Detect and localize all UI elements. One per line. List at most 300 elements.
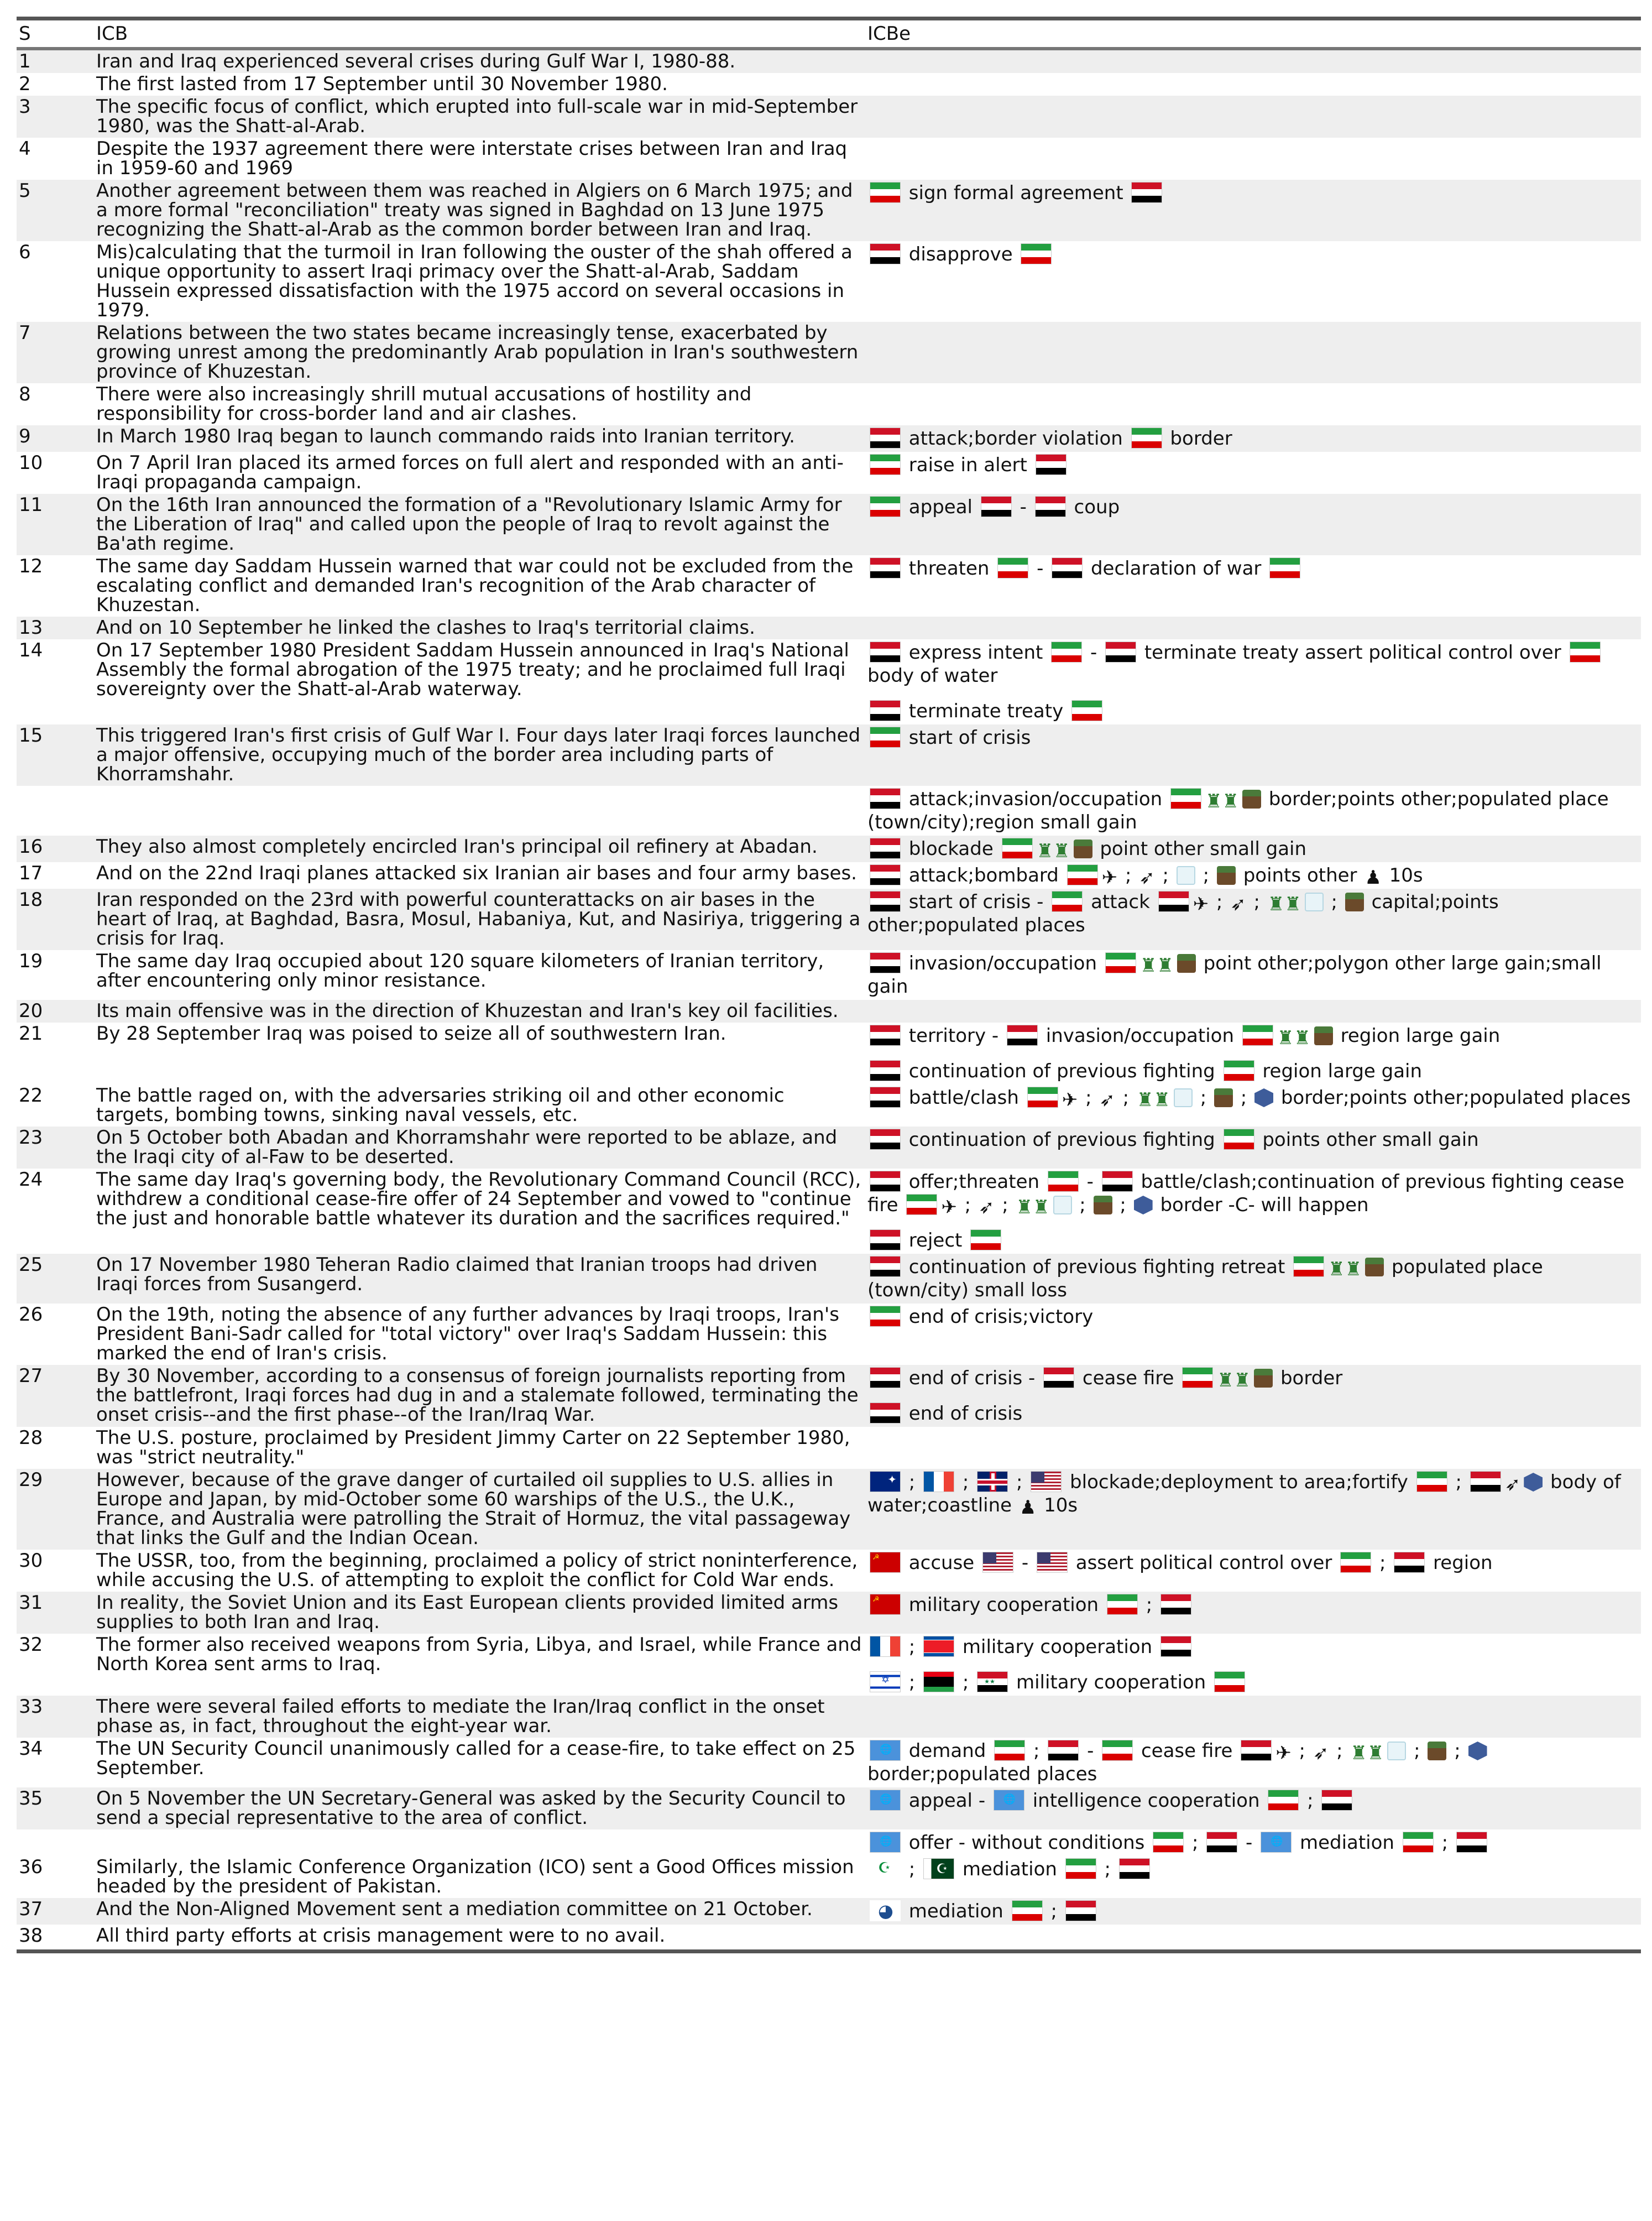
- table-body: [17, 50, 1641, 1947]
- iraq-flag-icon: [1102, 1171, 1133, 1192]
- event-text: raise in alert: [903, 454, 1033, 476]
- ussr-flag-icon: [870, 1552, 901, 1573]
- iran-flag-icon: [1268, 1790, 1299, 1811]
- land-domain-icon: [1217, 866, 1236, 885]
- event-text: -: [1240, 1832, 1259, 1854]
- event-text: sign formal agreement: [903, 182, 1130, 204]
- event-text: appeal -: [903, 1790, 991, 1812]
- event-text: ;: [1073, 1194, 1092, 1216]
- plane-icon: ✈: [1193, 893, 1209, 915]
- row-number: 11: [19, 494, 43, 516]
- icbe-events: [867, 1635, 1641, 1694]
- row-number: 26: [19, 1304, 43, 1326]
- icbe-events: [867, 1831, 1641, 1854]
- iraq-flag-icon: [981, 496, 1012, 517]
- event-text: ;: [903, 1636, 922, 1658]
- icbe-event: [867, 496, 1641, 519]
- iraq-flag-icon: [870, 1229, 901, 1250]
- icbe-event: [867, 1305, 1641, 1328]
- iraq-flag-icon: [1158, 891, 1189, 912]
- ussr-flag-icon: [870, 1594, 901, 1615]
- table-row: [17, 1829, 1641, 1856]
- icb-text: Similarly, the Islamic Conference Organization (ICO) sent a Good Offices mission headed by the president of Pakistan.: [96, 1856, 854, 1897]
- iran-flag-icon: [1269, 557, 1300, 578]
- france-flag-icon: [870, 1636, 901, 1657]
- row-number: 2: [19, 73, 31, 95]
- icb-text: All third party efforts at crisis management were to no avail.: [96, 1925, 666, 1947]
- event-text: military cooperation: [1010, 1671, 1212, 1693]
- iran-flag-icon: [870, 727, 901, 748]
- table-row: [17, 50, 1641, 73]
- table-bottom-rule: [17, 1949, 1641, 1953]
- event-text: declaration of war: [1085, 557, 1268, 580]
- person-icon: ♟: [1365, 867, 1382, 889]
- land-domain-icon: [1428, 1742, 1446, 1760]
- row-number: 37: [19, 1898, 43, 1920]
- iraq-flag-icon: [870, 952, 901, 973]
- event-text: military cooperation: [903, 1594, 1105, 1616]
- table-row: [17, 617, 1641, 639]
- row-number: 16: [19, 836, 43, 858]
- icbe-event: [867, 726, 1641, 749]
- icbe-events: [867, 788, 1641, 834]
- icbe-event: [867, 1789, 1641, 1812]
- jet-icon: ➶: [1313, 1742, 1329, 1764]
- event-text: ;: [1301, 1790, 1320, 1812]
- iraq-flag-icon: [870, 1403, 901, 1424]
- table-row: [17, 786, 1641, 836]
- iran-flag-icon: [1052, 891, 1083, 912]
- event-text: coup: [1068, 496, 1120, 518]
- iraq-flag-icon: [1131, 182, 1162, 203]
- event-text: -: [1084, 642, 1104, 664]
- iran-flag-icon: [870, 496, 901, 517]
- event-text: ;: [1156, 864, 1175, 887]
- icbe-events: [867, 1858, 1641, 1881]
- icb-text: And on the 22nd Iraqi planes attacked six Iranian air bases and four army bases.: [96, 862, 857, 884]
- event-text: continuation of previous fighting retreat: [903, 1256, 1292, 1278]
- plane-icon: ✈: [1101, 867, 1118, 889]
- event-text: appeal: [903, 496, 979, 518]
- icbe-event: [867, 1024, 1641, 1047]
- iran-flag-icon: [1027, 1087, 1058, 1108]
- icbe-events: [867, 1024, 1641, 1083]
- icbe-event: [867, 890, 1641, 937]
- iran-flag-icon: [1021, 243, 1052, 264]
- table-row: [17, 241, 1641, 322]
- header-s: S: [19, 23, 31, 45]
- iraq-flag-icon: [870, 1060, 901, 1081]
- icbe-event: [867, 1086, 1641, 1109]
- iraq-flag-icon: [1119, 1858, 1150, 1879]
- icb-text: There were also increasingly shrill mutual accusations of hostility and responsibility for cross-border land and air clashes.: [96, 383, 752, 425]
- event-text: ;: [1139, 1594, 1158, 1616]
- event-text: mediation: [1294, 1832, 1400, 1854]
- oic-emblem-icon: [870, 1858, 901, 1879]
- troops-icon: ♜♜: [1217, 1369, 1251, 1391]
- row-number: 15: [19, 724, 43, 747]
- event-text: blockade: [903, 838, 1000, 860]
- row-number: 27: [19, 1365, 43, 1387]
- iraq-flag-icon: [870, 1367, 901, 1388]
- iran-flag-icon: [1012, 1900, 1043, 1921]
- iran-flag-icon: [1293, 1256, 1324, 1277]
- row-number: 4: [19, 138, 31, 160]
- usa-flag-icon: [1037, 1552, 1068, 1573]
- icb-text: On the 16th Iran announced the formation of a "Revolutionary Islamic Army for the Liberation of Iraq" and called upon the people of Iraq to revolt against the Ba'ath regime.: [96, 494, 842, 555]
- icb-text: The battle raged on, with the adversaries striking oil and other economic targets, bombing towns, sinking naval vessels, etc.: [96, 1085, 785, 1126]
- event-text: ;: [1293, 1740, 1311, 1762]
- event-text: ;: [956, 1671, 975, 1693]
- iran-flag-icon: [1131, 427, 1162, 449]
- table-row: [17, 1000, 1641, 1023]
- icb-text: On 7 April Iran placed its armed forces on full alert and responded with an anti-Iraqi propaganda campaign.: [96, 452, 844, 493]
- troops-icon: ♜♜: [1016, 1196, 1050, 1218]
- table-top-rule: [17, 17, 1641, 20]
- icb-text: And on 10 September he linked the clashes to Iraq's territorial claims.: [96, 617, 755, 639]
- iraq-flag-icon: [870, 557, 901, 578]
- iran-flag-icon: [1051, 642, 1082, 663]
- event-text: ;: [1408, 1740, 1426, 1762]
- event-text: cease fire: [1076, 1367, 1180, 1389]
- iran-flag-icon: [1065, 1858, 1096, 1879]
- event-text: invasion/occupation: [1039, 1025, 1240, 1047]
- iran-flag-icon: [1170, 788, 1201, 809]
- table-row: [17, 1085, 1641, 1127]
- table-row: [17, 1634, 1641, 1696]
- event-text: reject: [903, 1229, 969, 1252]
- event-text: ;: [1186, 1832, 1205, 1854]
- icb-text: Despite the 1937 agreement there were interstate crises between Iran and Iraq in 1959-60 and 1969: [96, 138, 848, 179]
- icb-text: On 17 November 1980 Teheran Radio claimed that Iranian troops had driven Iraqi forces from Susangerd.: [96, 1254, 818, 1295]
- icbe-event: [867, 1671, 1641, 1694]
- icb-text: On 17 September 1980 President Saddam Hussein announced in Iraq's National Assembly the formal abrogation of the 1975 treaty; and he proclaimed full Iraqi sovereignty over the Shatt-al-Arab waterway.: [96, 639, 849, 700]
- iraq-flag-icon: [870, 1129, 901, 1150]
- iraq-flag-icon: [870, 788, 901, 809]
- event-text: start of crisis -: [903, 891, 1050, 913]
- table-row: [17, 1738, 1641, 1787]
- icbe-event: [867, 1128, 1641, 1151]
- event-text: battle/clash: [903, 1087, 1025, 1109]
- troops-icon: ♜♜: [1205, 790, 1239, 812]
- event-text: ;: [1330, 1740, 1349, 1762]
- event-text: mediation: [903, 1900, 1010, 1922]
- event-text: capital;points other;populated places: [867, 891, 1499, 936]
- event-text: ;: [1098, 1858, 1117, 1880]
- icb-text: Mis)calculating that the turmoil in Iran following the ouster of the shah offered a unique opportunity to assert Iraqi primacy over the Shatt-al-Arab, Saddam Hussein expressed dissatisfaction with the 1975 accord on several occasions in 1979.: [96, 241, 853, 321]
- jet-icon: ➶: [978, 1196, 995, 1218]
- event-text: border;points other;populated places: [1275, 1087, 1631, 1109]
- event-text: region: [1427, 1552, 1493, 1574]
- icbe-events: [867, 1551, 1641, 1574]
- row-number: 18: [19, 889, 43, 911]
- iran-flag-icon: [870, 1306, 901, 1327]
- iran-flag-icon: [1570, 642, 1601, 663]
- icbe-events: [867, 1367, 1641, 1425]
- row-number: 19: [19, 950, 43, 972]
- table-row: [17, 1304, 1641, 1365]
- row-number: 17: [19, 862, 43, 884]
- icb-text: The same day Saddam Hussein warned that war could not be excluded from the escalating conflict and demanded Iran's recognition of the Arab character of Khuzestan.: [96, 555, 854, 616]
- icb-text: By 28 September Iraq was poised to seize all of southwestern Iran.: [96, 1023, 726, 1045]
- event-text: ;: [1113, 1194, 1132, 1216]
- land-domain-icon: [1365, 1258, 1384, 1276]
- icb-text: In reality, the Soviet Union and its East European clients provided limited arms supplies to both Iran and Iraq.: [96, 1592, 839, 1633]
- iraq-flag-icon: [1043, 1367, 1074, 1388]
- iran-flag-icon: [906, 1194, 937, 1215]
- icbe-event: [867, 952, 1641, 998]
- table-row: [17, 1856, 1641, 1898]
- troops-icon: ♜♜: [1328, 1258, 1362, 1280]
- icb-text: The specific focus of conflict, which erupted into full-scale war in mid-September 1980, was the Shatt-al-Arab.: [96, 96, 858, 137]
- event-text: ;: [1116, 1087, 1135, 1109]
- plane-icon: ✈: [941, 1196, 957, 1218]
- icbe-event: [867, 427, 1641, 450]
- iraq-flag-icon: [1394, 1552, 1425, 1573]
- table-row: [17, 1696, 1641, 1738]
- event-text: point other;polygon other large gain;small gain: [867, 952, 1602, 998]
- event-text: disapprove: [903, 243, 1019, 265]
- libya-flag-icon: [923, 1671, 954, 1692]
- iran-flag-icon: [1416, 1471, 1447, 1492]
- icb-text: By 30 November, according to a consensus of foreign journalists reporting from the battlefront, Iraqi forces had dug in and a stalemate followed, terminating the onset crisis--and the first phase--of the Iran/Iraq War.: [96, 1365, 859, 1426]
- land-domain-icon: [1254, 1369, 1273, 1388]
- event-text: ;: [1247, 891, 1266, 913]
- icbe-events: [867, 1170, 1641, 1252]
- iran-flag-icon: [1105, 952, 1136, 973]
- row-number: 22: [19, 1085, 43, 1107]
- un-flag-icon: [994, 1790, 1024, 1811]
- event-text: ;: [1325, 891, 1343, 913]
- event-text: -: [1013, 496, 1033, 518]
- table-row: [17, 1469, 1641, 1550]
- north-korea-flag-icon: [923, 1636, 954, 1657]
- row-number: 33: [19, 1696, 43, 1718]
- icbe-event: [867, 243, 1641, 266]
- iraq-flag-icon: [870, 864, 901, 885]
- event-text: ;: [1234, 1087, 1253, 1109]
- iraq-flag-icon: [1241, 1740, 1272, 1761]
- sea-domain-icon: [1468, 1742, 1487, 1760]
- event-table: [17, 17, 1641, 1953]
- event-text: blockade;deployment to area;fortify: [1064, 1471, 1414, 1493]
- icbe-events: [867, 453, 1641, 477]
- icbe-events: [867, 864, 1641, 887]
- row-number: 31: [19, 1592, 43, 1614]
- land-domain-icon: [1177, 954, 1196, 973]
- event-text: border;points other;populated place (town/city);region small gain: [867, 788, 1609, 833]
- event-text: continuation of previous fighting: [903, 1129, 1221, 1151]
- plane-icon: ✈: [1275, 1742, 1292, 1764]
- iran-flag-icon: [1340, 1552, 1371, 1573]
- usa-flag-icon: [982, 1552, 1013, 1573]
- row-number: 38: [19, 1925, 43, 1947]
- iran-flag-icon: [1182, 1367, 1213, 1388]
- iran-flag-icon: [970, 1229, 1001, 1250]
- icbe-event: [867, 700, 1641, 723]
- icbe-event: [867, 1831, 1641, 1854]
- table-row: [17, 425, 1641, 452]
- troops-icon: ♜♜: [1136, 1089, 1170, 1111]
- icbe-event: [867, 837, 1641, 861]
- event-text: attack;invasion/occupation: [903, 788, 1168, 810]
- icb-text: This triggered Iran's first crisis of Gulf War I. Four days later Iraqi forces launched a major offensive, occupying much of the border area including parts of Khorramshahr.: [96, 724, 861, 785]
- icbe-event: [867, 641, 1641, 687]
- row-number: 8: [19, 383, 31, 405]
- iran-flag-icon: [1071, 700, 1102, 721]
- usa-flag-icon: [1031, 1471, 1062, 1492]
- iraq-flag-icon: [870, 1256, 901, 1277]
- event-text: military cooperation: [956, 1636, 1158, 1658]
- land-domain-icon: [1074, 840, 1092, 858]
- un-flag-icon: [870, 1740, 901, 1761]
- iran-flag-icon: [1048, 1171, 1079, 1192]
- icb-text: In March 1980 Iraq began to launch commando raids into Iranian territory.: [96, 425, 795, 447]
- event-text: ;: [1196, 864, 1215, 887]
- iran-flag-icon: [1224, 1060, 1254, 1081]
- row-number: 1: [19, 50, 31, 72]
- event-text: ;: [903, 1471, 922, 1493]
- icbe-event: [867, 1900, 1641, 1923]
- event-text: border: [1164, 427, 1232, 450]
- jet-icon: ➶: [1139, 867, 1155, 889]
- event-text: ;: [1449, 1471, 1468, 1493]
- icbe-events: [867, 837, 1641, 861]
- troops-icon: ♜♜: [1139, 955, 1174, 977]
- event-text: ;: [1210, 891, 1229, 913]
- row-number: 21: [19, 1023, 43, 1045]
- icbe-event: [867, 1635, 1641, 1659]
- icb-text: The former also received weapons from Syria, Libya, and Israel, while France and North Korea sent arms to Iraq.: [96, 1634, 862, 1675]
- icbe-events: [867, 1128, 1641, 1151]
- event-text: ;: [1119, 864, 1138, 887]
- header-icb: ICB: [96, 23, 128, 45]
- table-row: [17, 180, 1641, 241]
- icbe-events: [867, 641, 1641, 723]
- event-text: terminate treaty assert political control over: [1138, 642, 1567, 664]
- event-text: ;: [958, 1194, 977, 1216]
- iraq-flag-icon: [1007, 1025, 1038, 1046]
- iraq-flag-icon: [1105, 642, 1136, 663]
- event-text: body of water;coastline: [867, 1471, 1621, 1516]
- icbe-event: [867, 181, 1641, 205]
- syria-flag-icon: [977, 1671, 1008, 1692]
- france-flag-icon: [923, 1471, 954, 1492]
- event-text: end of crisis -: [903, 1367, 1042, 1389]
- icbe-events: [867, 1789, 1641, 1812]
- table-row: [17, 1127, 1641, 1169]
- table-row: [17, 836, 1641, 862]
- iraq-flag-icon: [1036, 454, 1067, 475]
- event-text: ;: [903, 1858, 922, 1880]
- table-row: [17, 1898, 1641, 1925]
- table-row: [17, 1427, 1641, 1469]
- icb-text: The same day Iraq occupied about 120 square kilometers of Iranian territory, after encountering only minor resistance.: [96, 950, 824, 992]
- row-number: 9: [19, 425, 31, 447]
- icbe-events: [867, 1255, 1641, 1302]
- iran-flag-icon: [1107, 1594, 1138, 1615]
- event-text: mediation: [956, 1858, 1063, 1880]
- icbe-events: [867, 181, 1641, 205]
- un-flag-icon: [870, 1790, 901, 1811]
- land-domain-icon: [1242, 790, 1261, 809]
- un-flag-icon: [1261, 1832, 1292, 1853]
- row-number: 24: [19, 1169, 43, 1191]
- air-domain-icon: [1174, 1088, 1193, 1107]
- event-text: continuation of previous fighting: [903, 1060, 1221, 1082]
- event-text: border;populated places: [867, 1763, 1097, 1785]
- event-text: accuse: [903, 1552, 981, 1574]
- event-text: attack;bombard: [903, 864, 1065, 887]
- event-text: invasion/occupation: [903, 952, 1103, 974]
- event-text: 10s: [1383, 864, 1423, 887]
- iran-flag-icon: [1067, 864, 1098, 885]
- table-row: [17, 383, 1641, 425]
- table-row: [17, 1023, 1641, 1085]
- icb-text: There were several failed efforts to mediate the Iran/Iraq conflict in the onset phase as, in fact, throughout the eight-year war.: [96, 1696, 825, 1737]
- iran-flag-icon: [1214, 1671, 1245, 1692]
- table-row: [17, 1169, 1641, 1254]
- event-text: region large gain: [1256, 1060, 1423, 1082]
- event-text: ;: [1010, 1471, 1029, 1493]
- icbe-event: [867, 1060, 1641, 1083]
- iran-flag-icon: [1102, 1740, 1133, 1761]
- icbe-events: [867, 726, 1641, 749]
- iraq-flag-icon: [1456, 1832, 1487, 1853]
- icb-text: The first lasted from 17 September until 30 November 1980.: [96, 73, 668, 95]
- troops-icon: ♜♜: [1036, 840, 1070, 862]
- iraq-flag-icon: [1160, 1594, 1191, 1615]
- icb-text: The UN Security Council unanimously called for a cease-fire, to take effect on 25 September.: [96, 1738, 856, 1779]
- iraq-flag-icon: [870, 1171, 901, 1192]
- event-text: ;: [956, 1471, 975, 1493]
- icbe-event: [867, 1471, 1641, 1517]
- air-domain-icon: [1305, 893, 1324, 911]
- event-text: threaten: [903, 557, 996, 580]
- uk-flag-icon: [977, 1471, 1008, 1492]
- sea-domain-icon: [1524, 1473, 1543, 1492]
- event-text: offer - without conditions: [903, 1832, 1151, 1854]
- table-row: [17, 452, 1641, 494]
- land-domain-icon: [1214, 1088, 1233, 1107]
- iraq-flag-icon: [1052, 557, 1083, 578]
- icb-text: Another agreement between them was reached in Algiers on 6 March 1975; and a more formal "reconciliation" treaty was signed in Baghdad on 13 June 1975 recognizing the Shatt-al-Arab as the common border between Iran and Iraq.: [96, 180, 853, 241]
- iraq-flag-icon: [870, 700, 901, 721]
- table-row: [17, 1787, 1641, 1829]
- jet-icon: ➶: [1230, 893, 1246, 915]
- icb-text: Iran responded on the 23rd with powerful counterattacks on air bases in the heart of Iraq, at Baghdad, Basra, Mosul, Habaniya, Kut, and Nasiriya, triggering a crisis for Iraq.: [96, 889, 861, 950]
- event-text: -: [1080, 1171, 1100, 1193]
- table-row: [17, 1925, 1641, 1947]
- land-domain-icon: [1094, 1196, 1112, 1214]
- table-row: [17, 73, 1641, 96]
- table-row: [17, 494, 1641, 555]
- event-text: offer;threaten: [903, 1171, 1045, 1193]
- icbe-event: [867, 864, 1641, 887]
- person-icon: ♟: [1019, 1497, 1037, 1519]
- iran-flag-icon: [1153, 1832, 1184, 1853]
- iran-flag-icon: [997, 557, 1028, 578]
- icbe-event: [867, 788, 1641, 834]
- event-text: points other small gain: [1256, 1129, 1479, 1151]
- row-number: 34: [19, 1738, 43, 1760]
- icbe-events: [867, 557, 1641, 580]
- event-text: ;: [1373, 1552, 1392, 1574]
- icbe-event: [867, 1593, 1641, 1617]
- icbe-event: [867, 1367, 1641, 1390]
- event-text: ;: [1027, 1740, 1046, 1762]
- icbe-events: [867, 1739, 1641, 1786]
